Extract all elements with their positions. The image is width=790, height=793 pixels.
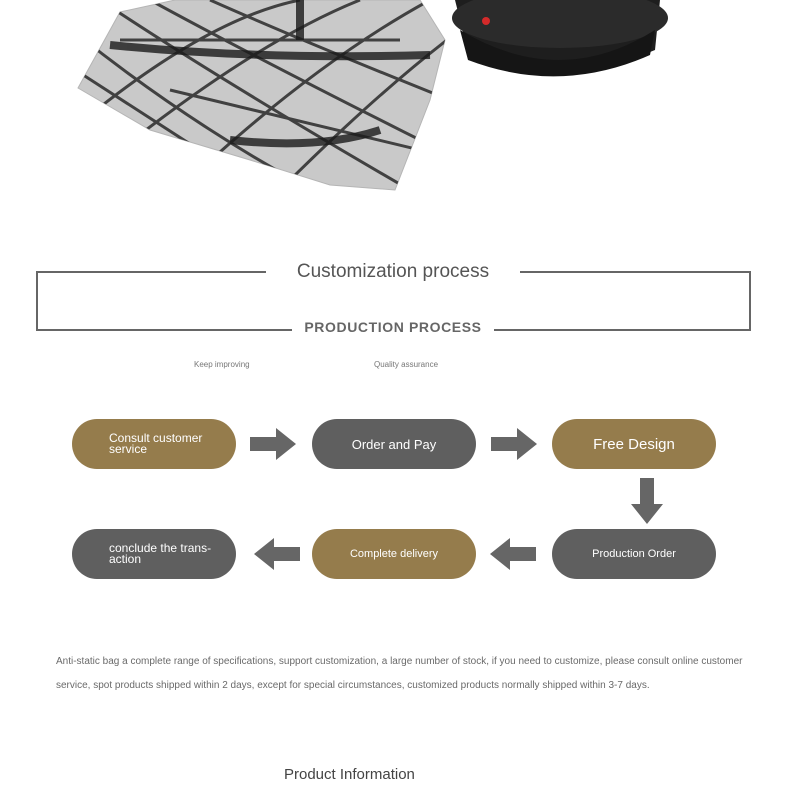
step-label: Order and Pay <box>351 436 437 452</box>
product-photo <box>0 0 790 215</box>
step-label: service <box>109 442 148 456</box>
step-complete-delivery <box>312 529 476 579</box>
step-label: Free Design <box>593 435 675 453</box>
arrow-right-icon <box>491 428 537 460</box>
step-label: action <box>109 552 142 566</box>
section-title: Customization process <box>266 252 520 292</box>
step-label: Consult customer <box>109 431 203 445</box>
step-label: Complete delivery <box>349 548 439 560</box>
tagline-quality-assurance: Quality assurance <box>374 360 439 369</box>
tagline-keep-improving: Keep improving <box>194 360 250 369</box>
arrow-down-icon <box>631 478 663 524</box>
step-label: Production Order <box>592 548 676 560</box>
step-order-and-pay <box>312 419 476 469</box>
arrow-right-icon <box>250 428 296 460</box>
arrow-left-icon <box>490 538 536 570</box>
step-production-order <box>552 529 716 579</box>
step-free-design <box>552 419 716 469</box>
arrow-left-icon <box>254 538 300 570</box>
description-text: Anti-static bag a complete range of specifications, support customization, a large number of stock, if you need to customize, please consult online customer service, spot products shipped within 2 days, except for special circumstances, customized products normally shipped within 3-7 days. <box>56 656 743 691</box>
section-subtitle: PRODUCTION PROCESS <box>292 313 494 341</box>
step-label: conclude the trans- <box>109 541 212 555</box>
product-information-title: Product Information <box>284 766 415 783</box>
step-consult-customer-service <box>72 419 236 469</box>
step-conclude-transaction <box>72 529 236 579</box>
